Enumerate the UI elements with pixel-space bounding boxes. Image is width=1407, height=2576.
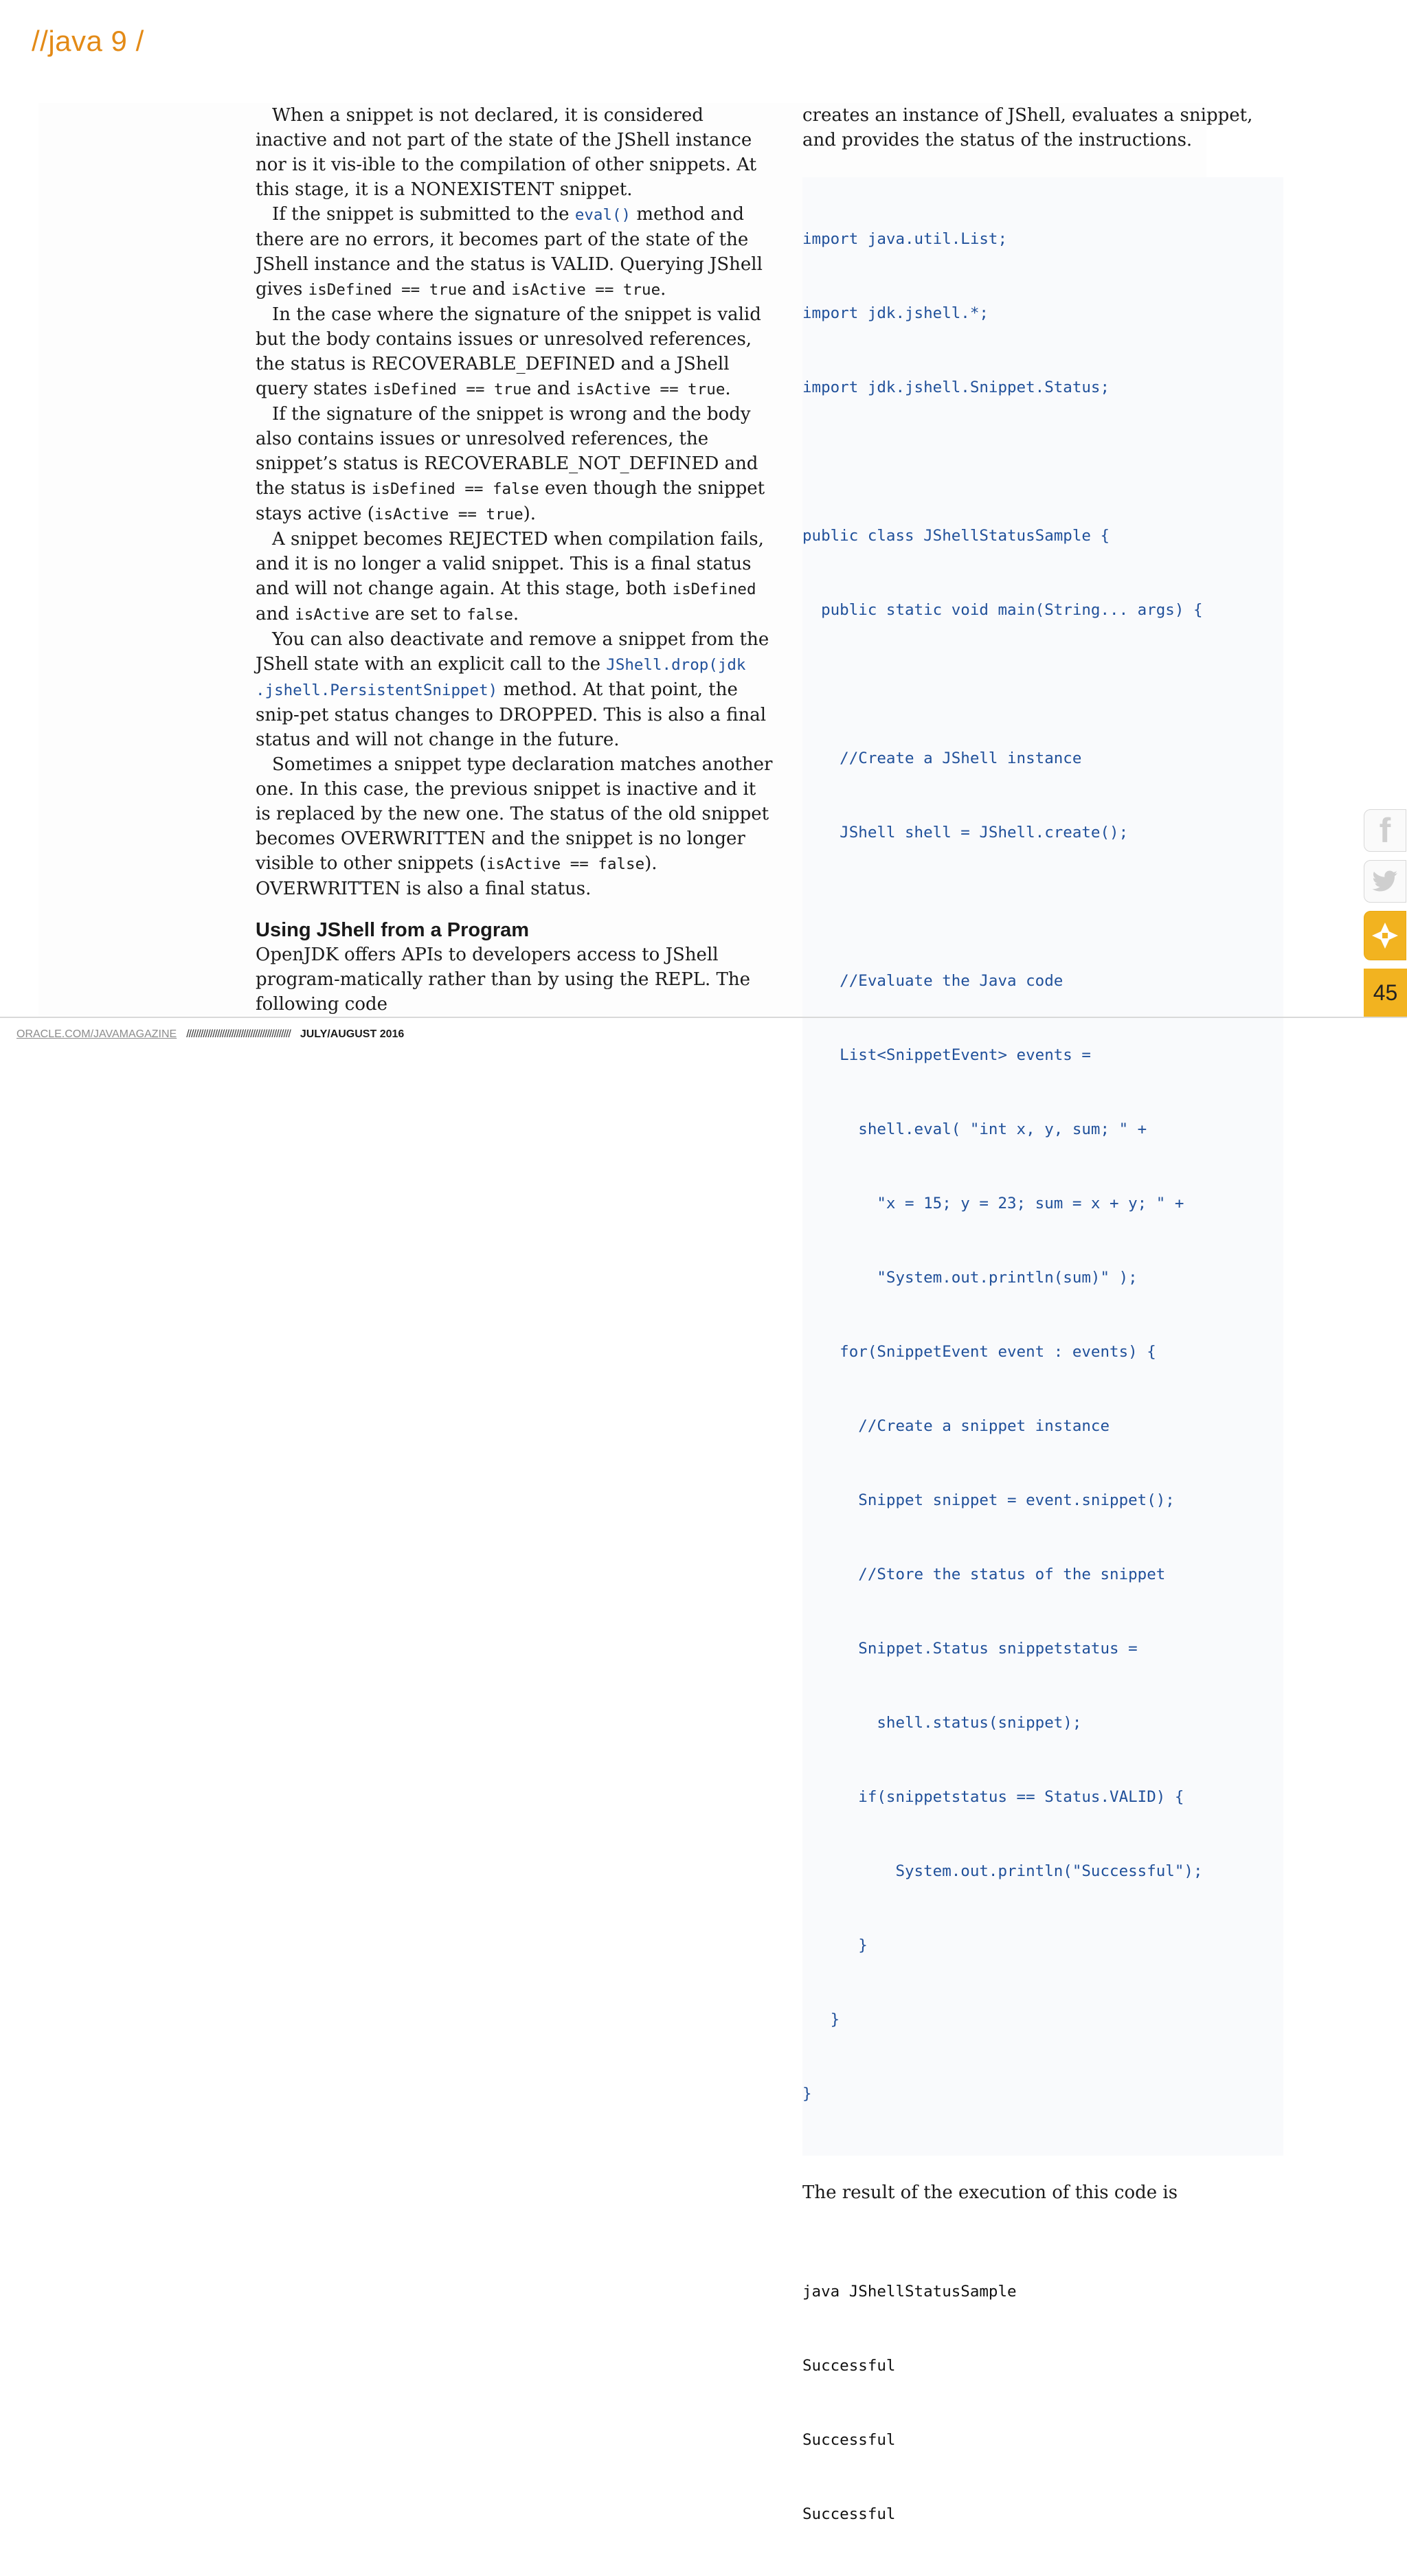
output-line: Successful (802, 2357, 896, 2375)
code-line: "x = 15; y = 23; sum = x + y; " + (802, 1195, 1184, 1212)
code-inline: isDefined == false (371, 480, 539, 498)
code-inline: isActive == true (374, 506, 524, 523)
text-run: If the signature of the snippet is wrong and the body also contains issues or unresolved references, the snippet’s status is RECOVERABLE_NOT_DEFINED and the status is (256, 404, 758, 499)
bookmark-button[interactable] (1364, 911, 1406, 960)
code-line: public class JShellStatusSample { (802, 527, 1110, 545)
paragraph: When a snippet is not declared, it is considered inactive and not part of the state of the JShell instance nor is it vis-ible to the compilation of other snippets. At this stage, it is a NONEXISTENT snippet. (256, 105, 757, 200)
output-line: Successful (802, 2505, 896, 2523)
code-line: JShell shell = JShell.create(); (802, 824, 1129, 841)
code-inline: isDefined (672, 580, 756, 598)
paragraph: The result of the execution of this code is (802, 2182, 1178, 2203)
bookmark-icon (1369, 920, 1401, 951)
footer-slashes: //////////////////////////////////////////// (186, 1028, 291, 1040)
code-line: import jdk.jshell.Snippet.Status; (802, 379, 1110, 396)
text-run: . (660, 279, 666, 300)
code-inline: isDefined == true (308, 281, 466, 299)
code-line: public static void main(String... args) { (802, 601, 1203, 619)
text-run: and (466, 279, 512, 300)
text-run: even though the snippet stays active ( (256, 478, 765, 524)
code-line: import java.util.List; (802, 230, 1008, 248)
paragraph (256, 752, 774, 901)
section-heading: Using JShell from a Program (256, 919, 530, 941)
paragraph (256, 302, 774, 402)
code-inline: isActive == false (486, 855, 645, 873)
left-column (256, 103, 774, 1017)
code-line: //Store the status of the snippet (802, 1566, 1166, 1583)
code-line: import jdk.jshell.*; (802, 304, 989, 322)
code-line: Snippet snippet = event.snippet(); (802, 1491, 1175, 1509)
code-line: if(snippetstatus == Status.VALID) { (802, 1788, 1184, 1806)
text-run: method and there are no errors, it becomes part of the state of the JShell instance and the status is VALID. Querying JShell gives (256, 204, 763, 300)
text-run: If the snippet is submitted to the (272, 204, 575, 225)
text-run: . (513, 604, 519, 624)
code-line: } (802, 2011, 840, 2029)
paragraph (256, 527, 774, 627)
right-column (802, 103, 1283, 2576)
code-line: System.out.println("Successful"); (802, 1862, 1203, 1880)
text-run: and (531, 379, 576, 399)
facebook-share-button[interactable] (1364, 809, 1406, 852)
text-run: and (256, 604, 295, 624)
section-label: //java 9 / (32, 25, 144, 57)
page-number: 45 (1364, 969, 1407, 1017)
code-line: shell.status(snippet); (802, 1714, 1082, 1732)
code-line: //Evaluate the Java code (802, 972, 1063, 990)
code-line: Snippet.Status snippetstatus = (802, 1640, 1138, 1658)
twitter-share-button[interactable] (1364, 860, 1406, 903)
text-run: A snippet becomes REJECTED when compilation fails, and it is no longer a valid snippet. This is a final status and will not change again. At this stage, both (256, 529, 764, 599)
paragraph: OpenJDK offers APIs to developers access to JShell program-matically rather than by using the REPL. The following code (256, 945, 751, 1015)
code-inline: eval() (574, 206, 631, 224)
code-line: } (802, 2085, 812, 2103)
text-run: . (725, 379, 731, 399)
code-inline: isDefined == true (372, 381, 532, 398)
text-run: method. At that point, the snip-pet status changes to DROPPED. This is also a final status and will not change in the future. (256, 679, 767, 750)
twitter-icon (1371, 870, 1399, 893)
console-output (802, 2230, 1283, 2576)
issue-date: JULY/AUGUST 2016 (300, 1028, 405, 1040)
text-run: In the case where the signature of the snippet is valid but the body contains issues or unresolved references, the status is RECOVERABLE_DEFINED and a JShell query states (256, 304, 761, 399)
code-line: } (802, 1936, 868, 1954)
paragraph (256, 202, 774, 302)
facebook-icon: f (1379, 811, 1391, 850)
text-run: ). OVERWRITTEN is also a final status. (256, 853, 657, 899)
footer-divider (0, 1017, 1407, 1018)
code-line: //Create a snippet instance (802, 1417, 1110, 1435)
paragraph (256, 627, 774, 752)
magazine-link[interactable]: ORACLE.COM/JAVAMAGAZINE (16, 1028, 177, 1040)
text-run: are set to (369, 604, 467, 624)
text-run: ). (523, 504, 537, 524)
code-inline: isActive == true (576, 381, 725, 398)
text-run: Sometimes a snippet type declaration matches another one. In this case, the previous snippet is inactive and it is replaced by the new one. The status of the old snippet becomes OVERWRITTEN and the snippet is no longer visible to other snippets ( (256, 754, 773, 874)
code-inline: isActive (295, 606, 370, 624)
code-line: "System.out.println(sum)" ); (802, 1269, 1138, 1287)
text-run: You can also deactivate and remove a snippet from the JShell state with an explicit call to the (256, 629, 769, 675)
code-line: for(SnippetEvent event : events) { (802, 1343, 1156, 1361)
code-inline: false (466, 606, 513, 624)
footer (16, 1026, 404, 1043)
code-line (802, 894, 1283, 919)
code-line (802, 449, 1283, 474)
code-line (802, 672, 1283, 697)
code-inline: JShell.drop(jdk .jshell.PersistentSnippet) (256, 656, 746, 699)
code-inline: isActive == true (511, 281, 661, 299)
paragraph: creates an instance of JShell, evaluates a snippet, and provides the status of the instructions. (802, 105, 1253, 150)
code-line: List<SnippetEvent> events = (802, 1046, 1091, 1064)
paragraph (256, 402, 774, 527)
code-listing (802, 177, 1283, 2156)
output-line: Successful (802, 2431, 896, 2449)
code-line: //Create a JShell instance (802, 749, 1082, 767)
code-line: shell.eval( "int x, y, sum; " + (802, 1120, 1147, 1138)
output-line: java JShellStatusSample (802, 2283, 1017, 2301)
